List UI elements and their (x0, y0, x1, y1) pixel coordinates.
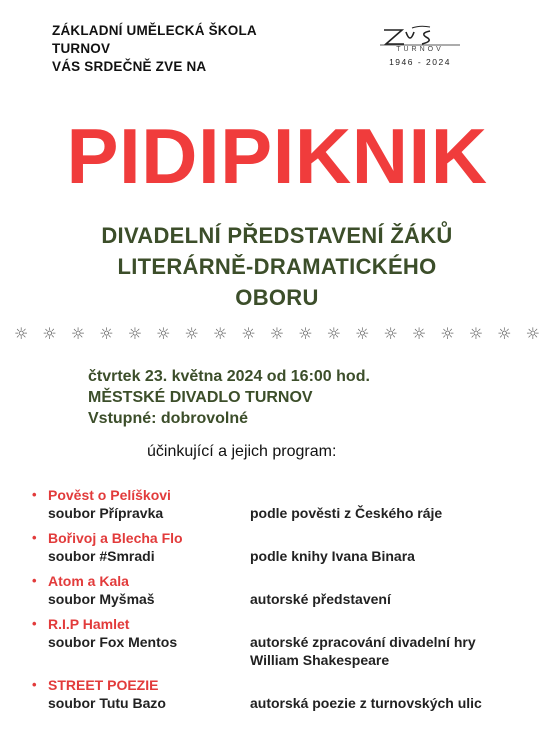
program-item-title: • Pověst o Pelíškovi (30, 486, 171, 504)
program-item (30, 486, 540, 522)
subtitle-line-2: LITERÁRNĚ-DRAMATICKÉHO (117, 254, 437, 279)
program-item (30, 615, 540, 669)
program-item-title: • R.I.P Hamlet (30, 615, 129, 633)
program-heading: účinkující a jejich program: (147, 443, 337, 460)
sun-star-icon: ☼ (70, 324, 86, 343)
sun-star-icon: ☼ (241, 324, 256, 343)
sun-star-icon: ☼ (468, 324, 484, 343)
program-item-description-cont: William Shakespeare (250, 652, 390, 668)
event-title: PIDIPIKNIK (66, 112, 488, 200)
header-line-town: TURNOV (52, 41, 111, 56)
subtitle-line-3: OBORU (235, 285, 319, 310)
sun-star-icon: ☼ (355, 324, 370, 343)
program-item-description: autorská poezie z turnovských ulic (250, 695, 482, 711)
event-entry-fee: Vstupné: dobrovolné (88, 410, 248, 427)
program-list (30, 486, 540, 719)
sun-star-icon: ☼ (156, 324, 171, 343)
star-divider (14, 324, 540, 343)
program-item (30, 529, 540, 565)
event-info (88, 366, 370, 429)
header-line-invite: VÁS SRDEČNĚ ZVE NA (52, 59, 207, 74)
zus-signature-logo (372, 24, 468, 48)
sun-star-icon: ☼ (212, 324, 228, 343)
program-item-ensemble: soubor Fox Mentos (48, 634, 178, 650)
sun-star-icon: ☼ (383, 324, 398, 343)
program-item-title: • Atom a Kala (30, 572, 129, 590)
sun-star-icon: ☼ (184, 324, 199, 343)
sun-star-icon: ☼ (14, 324, 29, 343)
program-item-description: podle pověsti z Českého ráje (250, 505, 443, 521)
header-line-school: ZÁKLADNÍ UMĚLECKÁ ŠKOLA (52, 23, 257, 38)
sun-star-icon: ☼ (298, 324, 313, 343)
program-item-ensemble: soubor Tutu Bazo (48, 695, 166, 711)
logo-town-text: TURNOV (396, 46, 444, 53)
program-item-title: • STREET POEZIE (30, 676, 158, 694)
logo-years: 1946 - 2024 (389, 57, 451, 67)
sun-star-icon: ☼ (42, 324, 57, 343)
sun-star-icon: ☼ (99, 324, 114, 343)
program-item-ensemble: soubor #Smradi (48, 548, 155, 564)
sun-star-icon: ☼ (497, 324, 512, 343)
program-item (30, 572, 540, 608)
event-date: čtvrtek 23. května 2024 od 16:00 hod. (88, 368, 370, 385)
program-item-description: autorské zpracování divadelní hry (250, 634, 476, 650)
sun-star-icon: ☼ (525, 324, 540, 343)
program-item (30, 676, 540, 712)
program-item-description: podle knihy Ivana Binara (250, 548, 415, 564)
subtitle-line-1: DIVADELNÍ PŘEDSTAVENÍ ŽÁKŮ (101, 223, 453, 248)
sun-star-icon: ☼ (269, 324, 285, 343)
event-subtitle (0, 220, 554, 313)
school-header (52, 22, 257, 76)
zus-logo (372, 24, 468, 80)
sun-star-icon: ☼ (440, 324, 455, 343)
program-item-ensemble: soubor Přípravka (48, 505, 164, 521)
event-venue: MĚSTSKÉ DIVADLO TURNOV (88, 389, 313, 406)
sun-star-icon: ☼ (127, 324, 143, 343)
sun-star-icon: ☼ (326, 324, 341, 343)
program-item-ensemble: soubor Myšmaš (48, 591, 155, 607)
program-item-description: autorské představení (250, 591, 391, 607)
program-item-title: • Bořivoj a Blecha Flo (30, 529, 183, 547)
sun-star-icon: ☼ (411, 324, 427, 343)
